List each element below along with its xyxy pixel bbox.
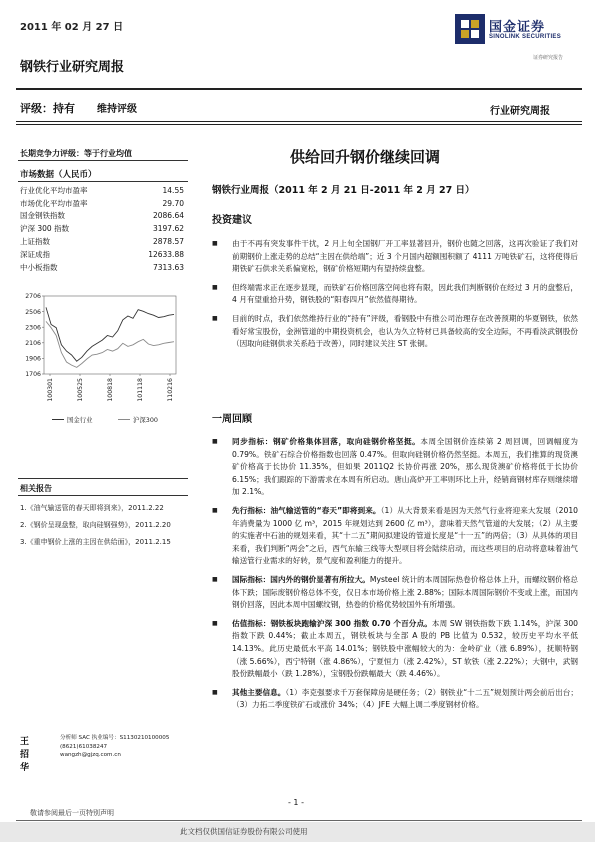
divider [18, 181, 188, 182]
analyst-name: 王招华 [20, 737, 30, 773]
review-item [208, 687, 578, 712]
market-label: 中小板指数 [20, 262, 58, 272]
company-logo [455, 14, 580, 64]
market-value: 2878.57 [152, 237, 184, 247]
divider [16, 124, 582, 125]
x-tick-label: 100301 [47, 378, 54, 402]
market-row [20, 261, 184, 274]
market-value: 12633.88 [148, 249, 184, 259]
review-lead: 其他主要信息。 [232, 687, 286, 697]
review-text: （1）李克强要求千万套保障房是硬任务；（2）钢铁业“十二五”规划预计两会前后出台；（3）力拓二季度铁矿石或涨价 34%；（4）JFE 大幅上调二季度钢材价格。 [232, 687, 578, 710]
long-term-eval: 长期竞争力评级：等于行业均值 [20, 149, 132, 158]
main-title: 供给回升钢价继续回调 [290, 148, 441, 166]
market-label: 上证指数 [20, 237, 50, 247]
market-row [20, 222, 184, 235]
series-line-0 [46, 307, 174, 361]
market-label: 行业优化平均市盈率 [20, 185, 88, 195]
x-tick-label: 100525 [77, 378, 84, 402]
review-lead: 估值指标：钢铁板块跑输沪深 300 指数 0.70 个百分点。 [232, 618, 432, 628]
divider [16, 121, 582, 122]
related-reports-title: 相关报告 [20, 484, 52, 493]
review-item [208, 436, 578, 499]
logo-mark-icon [455, 14, 485, 44]
market-data-table [20, 184, 184, 274]
report-date: 2011 年 02 月 27 日 [20, 22, 124, 33]
related-report-link[interactable]: 2.《钢价呈现盘整，取向硅钢强势》，2011.2.20 [20, 521, 171, 529]
market-value: 7313.63 [152, 262, 184, 272]
review-item [208, 574, 578, 612]
analyst-license: 分析师 SAC 执业编号：S1130210100005 [60, 735, 170, 741]
rating-label: 评级：持有 [20, 102, 75, 115]
divider [18, 160, 188, 161]
market-row [20, 235, 184, 248]
legend-label: 沪深300 [133, 416, 158, 424]
market-label: 深证成指 [20, 249, 50, 259]
y-tick-label: 2306 [25, 324, 41, 332]
related-report-link[interactable]: 3.《重申钢价上涨的主因在供给面》，2011.2.15 [20, 538, 171, 546]
invest-bullets [208, 238, 578, 357]
logo-cn: 国金证券 [489, 20, 546, 35]
y-tick-label: 1706 [25, 371, 41, 379]
x-tick-label: 110216 [167, 378, 174, 402]
market-label: 市场优化平均市盈率 [20, 198, 88, 208]
market-row [20, 197, 184, 210]
y-tick-label: 2106 [25, 340, 41, 347]
divider [16, 820, 582, 821]
review-text: 本周全国钢价连续第 2 周回调，回调幅度为 0.79%。铁矿石综合价格指数也回落 0.47%。但取向硅钢价格仍然坚挺。本周五，我们推算的现货澳矿价格高于长协价 11.35%，但如果 2011Q2 长协价再涨 20%，那么现货澳矿价格将低于长协价 6.15%；我们跟踪的下游需求在本周有所启动。唐山高炉开工率则环比上升，经销商钢材库存则继续增加 2.1%。 [232, 437, 578, 497]
analyst-email[interactable]: wangzh@gjzq.com.cn [60, 752, 121, 758]
index-chart [16, 288, 186, 428]
doc-title: 钢铁行业研究周报 [20, 60, 125, 75]
analyst-info [60, 734, 200, 760]
analyst-phone: (8621)61038247 [60, 743, 108, 750]
market-label: 沪深 300 指数 [20, 224, 70, 234]
rating-sub: 维持评级 [97, 104, 137, 115]
review-lead: 国际指标：国内外的钢价显著有所拉大。 [232, 574, 370, 584]
related-reports-list [20, 502, 180, 553]
bullet-item: ■ 但终端需求正在逐步显现，而铁矿石价格回落空间也将有限，因此我们判断钢价在经过 3 月的盘整后，4 月有望重拾升势，钢铁股的“阳春四月”依然值得期待。 [208, 282, 578, 307]
market-row [20, 248, 184, 261]
footer-usage-note: 此文档仅供国信证券股份有限公司使用 [180, 827, 308, 836]
review-text: （1）从大背景来看是因为天然气行业将迎来大发展（2010 年消费量为 1000 亿 m³，2015 年规划达到 2600 亿 m³），意味着天然气管道的大发展；（2）从主要的实施者中石油的规划来看，其“十二五”期间拟建设的管道长度是“十一五”的两倍；（3）从具体的项目来看，我们判断“两会”之后，西气东输三线等大型项目将会陆续启动，而这些项目的启动将意味着油气输送管行业需求的好转，景气度和盈利能力的提升。 [232, 505, 579, 566]
market-label: 国金钢铁指数 [20, 211, 65, 221]
y-tick-label: 1906 [25, 355, 41, 363]
divider [16, 88, 582, 90]
review-item [208, 618, 578, 681]
market-value: 2086.64 [152, 211, 184, 221]
bullet-item: ■ 由于不再有突发事件干扰，2 月上旬全国钢厂开工率显著回升，钢价也随之回落，这再次验证了我们对前期钢价上涨走势的总结“主因在供给端”；近 3 个月国内超额囤积额了 4111 万吨铁矿石，这将使得后期铁矿石供求关系偏宽松，钢矿价格短期内有望持续盘整。 [208, 238, 578, 276]
logo-sub: 证券研究报告 [533, 55, 564, 61]
legend-label: 国金行业 [67, 416, 93, 424]
sub-title: 钢铁行业周报（2011 年 2 月 21 日-2011 年 2 月 27 日） [212, 185, 475, 196]
review-item [208, 505, 578, 568]
market-value: 3197.62 [152, 224, 184, 234]
report-type: 行业研究周报 [490, 106, 550, 117]
logo-en: SINOLINK SECURITIES [489, 34, 562, 40]
x-tick-label: 100818 [107, 378, 114, 402]
divider [18, 495, 188, 496]
review-lead: 同步指标：钢矿价格集体回落，取向硅钢价格坚挺。 [232, 437, 421, 446]
market-value: 29.70 [162, 198, 184, 208]
market-data-title: 市场数据（人民币） [20, 170, 97, 180]
week-review [208, 436, 578, 718]
y-tick-label: 2506 [25, 308, 41, 316]
disclaimer-note: 敬请参阅最后一页特别声明 [30, 809, 114, 817]
market-value: 14.55 [162, 185, 184, 195]
review-text: Mysteel 统计的本周国际热卷价格总体上升，而螺纹钢价格总体下跌；国际废钢价格总体不变，仅日本市场价格上涨 2.88%；国际本周国际钢价不变或上涨，而国内钢价回落，因此本周中国螺纹钢，热卷的价格优势较国外有所增强。 [232, 574, 578, 610]
bullet-item: ■ 目前的时点，我们依然维持行业的“持有”评级，看钢股中有推公司治理存在改善预期的华夏钢铁，依然看好常宝股份，金洲管道的中期投资机会，也认为久立特材已具备较高的安全边际，不再看淡武钢股份（因取向硅钢供求关系趋于改善），同时建议关注 ST 张铜。 [208, 313, 578, 351]
divider [18, 478, 188, 479]
related-report-link[interactable]: 1.《油气输送管的春天即将到来》，2011.2.22 [20, 504, 164, 512]
y-tick-label: 2706 [25, 293, 41, 301]
line-chart [16, 288, 186, 428]
page-number: - 1 - [288, 798, 304, 807]
rating-row [20, 100, 137, 116]
week-heading: 一周回顾 [212, 414, 252, 425]
review-text: 本周 SW 钢铁指数下跌 1.14%，沪深 300 指数下跌 0.44%；截止本周五，钢铁板块与全部 A 股的 PB 比值为 0.532，较历史平均水平低 14.13%。此历史最低水平高 14.01%；钢铁股中涨幅较大的为：金岭矿业（涨 6.89%），抚顺特钢（涨 5.66%），西宁特钢（涨 4.86%），宁夏恒力（涨 2.42%），ST 软铁（涨 2.22%）；大钢中，武钢股份跌幅最小（跌 1.28%），宝钢股份跌幅最大（跌 4.46%）。 [232, 618, 578, 679]
market-row [20, 184, 184, 197]
plot-frame [44, 296, 176, 374]
invest-heading: 投资建议 [212, 215, 252, 226]
market-row [20, 210, 184, 223]
x-tick-label: 101118 [137, 378, 144, 402]
review-lead: 先行指标：油气输送管的“春天”即将到来。 [232, 505, 381, 515]
series-line-1 [46, 321, 174, 367]
